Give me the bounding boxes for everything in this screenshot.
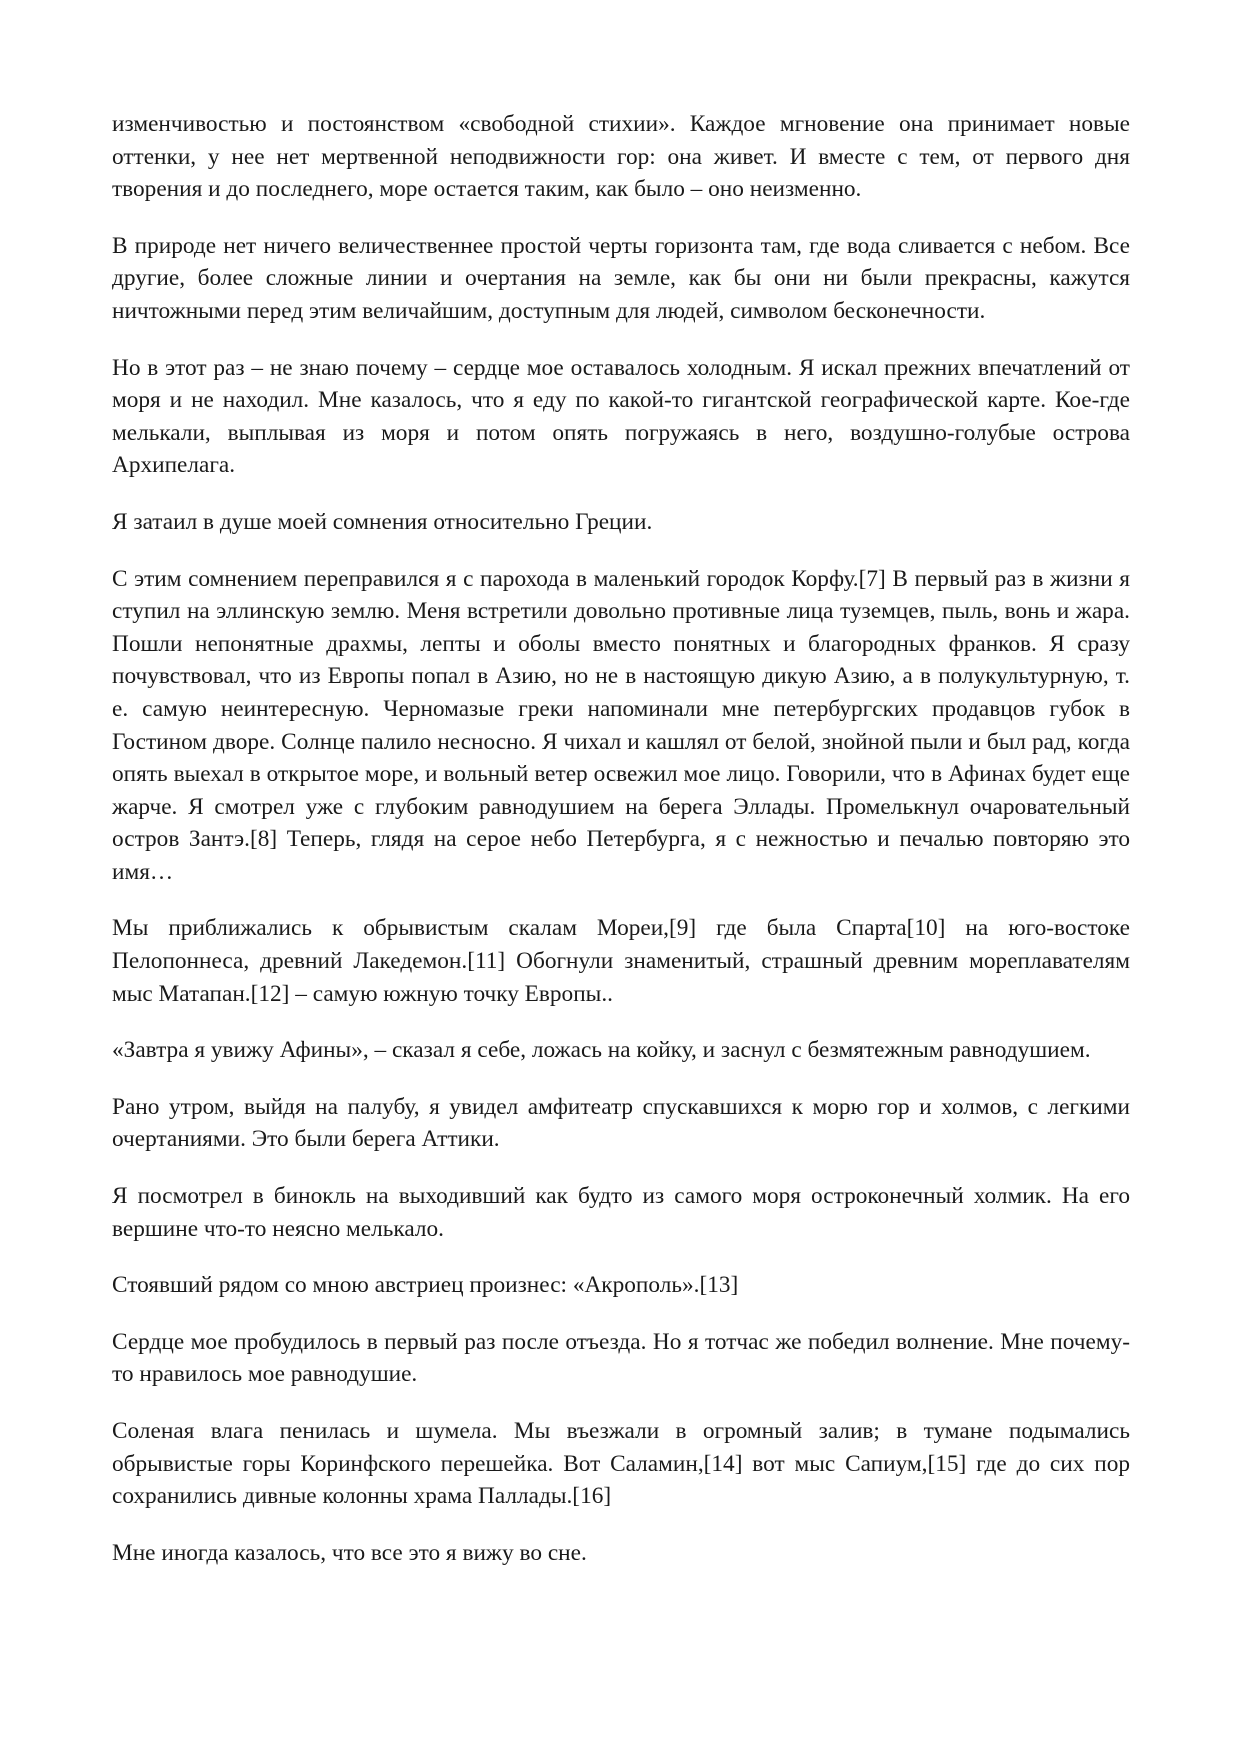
paragraph-heart-awoke: Сердце мое пробудилось в первый раз после отъезда. Но я тотчас же победил волнение. Мне почему-то нравилось мое равнодушие. xyxy=(112,1328,1130,1388)
paragraph-tomorrow-athens: «Завтра я увижу Афины», – сказал я себе, ложась на койку, и заснул с безмятежным равнодушием. xyxy=(112,1037,1091,1064)
paragraph-salamis: Соленая влага пенилась и шумела. Мы въезжали в огромный залив; в тумане подымались обрывистые горы Коринфского перешейка. Вот Саламин,[14] вот мыс Сапиум,[15] где до сих пор сохранились дивные колонны храма Паллады.[16] xyxy=(112,1418,1130,1510)
paragraph-corfu: С этим сомнением переправился я с парохода в маленький городок Корфу.[7] В первый раз в жизни я ступил на эллинскую землю. Меня встретили довольно противные лица туземцев, пыль, вонь и жара. Пошли непонятные драхмы, лепты и оболы вместо понятных и благородных франков. Я сразу почувствовал, что из Европы попал в Азию, но не в настоящую дикую Азию, а в полукультурную, т. е. самую неинтересную. Черномазые греки напоминали мне петербургских продавцов губок в Гостином дворе. Солнце палило несносно. Я чихал и кашлял от белой, знойной пыли и был рад, когда опять выехал в открытое море, и вольный ветер освежил мое лицо. Говорили, что в Афинах будет еще жарче. Я смотрел уже с глубоким равнодушием на берега Эллады. Промелькнул очаровательный остров Зантэ.[8] Теперь, глядя на серое небо Петербурга, я с нежностью и печалью повторяю это имя… xyxy=(112,565,1130,885)
paragraph-horizon: В природе нет ничего величественнее простой черты горизонта там, где вода сливается с небом. Все другие, более сложные линии и очертания на земле, как бы они ни были прекрасны, кажутся ничтожными перед этим величайшим, доступным для людей, символом бесконечности. xyxy=(112,232,1130,324)
document-page xyxy=(112,108,1130,1569)
paragraph-doubts: Я затаил в душе моей сомнения относительно Греции. xyxy=(112,508,653,535)
paragraph-binoculars: Я посмотрел в бинокль на выходивший как будто из самого моря остроконечный холмик. На его вершине что-то неясно мелькало. xyxy=(112,1183,1130,1242)
paragraph-morea: Мы приближались к обрывистым скалам Мореи,[9] где была Спарта[10] на юго-востоке Пелопоннеса, древний Лакедемон.[11] Обогнули знаменитый, страшный древним мореплавателям мыс Матапан.[12] – самую южную точку Европы.. xyxy=(112,915,1130,1007)
paragraph-acropolis: Стоявший рядом со мною австриец произнес: «Акрополь».[13] xyxy=(112,1272,739,1299)
paragraph-cold-heart: Но в этот раз – не знаю почему – сердце мое оставалось холодным. Я искал прежних впечатлений от моря и не находил. Мне казалось, что я еду по какой-то гигантской географической карте. Кое-где мелькали, выплывая из моря и потом опять погружаясь в него, воздушно-голубые острова Архипелага. xyxy=(112,354,1130,479)
paragraph-attica: Рано утром, выйдя на палубу, я увидел амфитеатр спускавшихся к морю гор и холмов, с легкими очертаниями. Это были берега Аттики. xyxy=(112,1093,1130,1153)
paragraph-dream: Мне иногда казалось, что все это я вижу во сне. xyxy=(112,1539,587,1566)
paragraph-sea-changeability: изменчивостью и постоянством «свободной стихии». Каждое мгновение она принимает новые оттенки, у нее нет мертвенной неподвижности гор: она живет. И вместе с тем, от первого дня творения и до последнего, море остается таким, как было – оно неизменно. xyxy=(112,111,1130,203)
